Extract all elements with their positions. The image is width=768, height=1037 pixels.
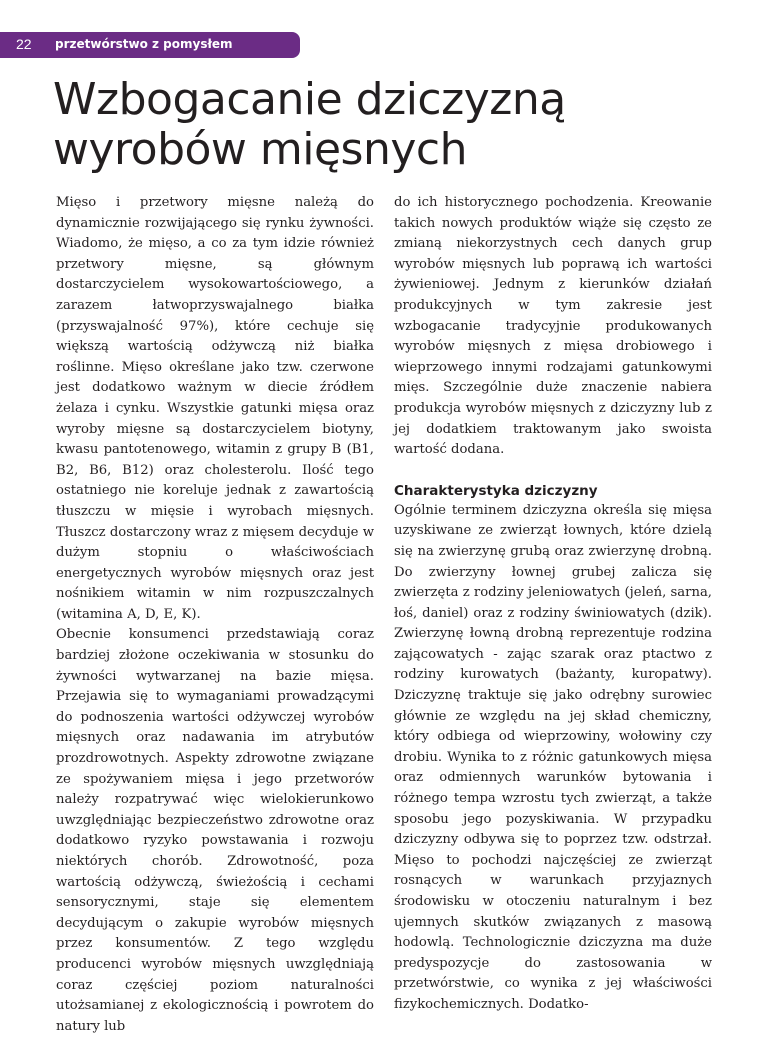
section-label: przetwórstwo z pomysłem — [55, 37, 233, 51]
section-heading: Charakterystyka dziczyzny — [394, 482, 598, 499]
page-number: 22 — [16, 36, 32, 52]
article-title — [53, 75, 753, 175]
title-line-2: wyrobów mięsnych — [53, 124, 467, 175]
column-right — [394, 193, 712, 1016]
paragraph-2-start: Obecnie konsumenci przedstawiają coraz bardziej złożone oczekiwania w stosunku do żywności wytwarzanej na bazie mięsa. Przejawia się to wymaganiami prowadzącymi do podnoszenia wartości odżywczej wyrobów mięsnych oraz nadawania im atrybutów prozdrowotnych. Aspekty zdrowotne związane ze spożywaniem mięsa i jego przetworów należy rozpatrywać więc wielokierunkowo uwzględniając bezpieczeństwo zdrowotne oraz dodatkowo ryzyko powstawania i rozwoju niektórych chorób. Zdrowotność, poza wartością odżywczą, świeżością i cechami sensorycznymi, staje się elementem decydującym o zakupie wyrobów mięsnych przez konsumentów. Z tego względu producenci wyrobów mięsnych uwzględniają coraz częściej poziom naturalności utożsamianej z ekologicznością i powrotem do natury lub — [56, 627, 374, 1034]
title-line-1: Wzbogacanie dziczyzną — [53, 74, 566, 125]
paragraph-3: Ogólnie terminem dziczyzna określa się mięsa uzyskiwane ze zwierząt łownych, które dzielą się na zwierzynę grubą oraz zwierzynę drobną. Do zwierzyny łownej grubej zalicza się zwierzęta z rodziny jeleniowatych (jeleń, sarna, łoś, daniel) oraz z rodziny świniowatych (dzik). Zwierzynę łowną drobną reprezentuje rodzina zającowatych - zając szarak oraz ptactwo z rodziny kurowatych (bażanty, kuropatwy). Dziczyznę traktuje się jako odrębny surowiec głównie ze względu na jej skład chemiczny, który odbiega od wieprzowiny, wołowiny czy drobiu. Wynika to z różnic gatunkowych mięsa oraz odmiennych warunków bytowania i różnego tempa wzrostu tych zwierząt, a także sposobu jego pozyskiwania. W przypadku dziczyzny odbywa się to poprzez tzw. odstrzał. Mięso to pochodzi najczęściej ze zwierząt rosnących w warunkach przyjaznych środowisku w otoczeniu naturalnym i bez ujemnych skutków związanych z masową hodowlą. Technologicznie dziczyzna ma duże predyspozycje do zastosowania w przetwórstwie, co wynika z jej właściwości fizykochemicznych. Dodatko- — [394, 502, 712, 1012]
column-left — [56, 193, 374, 1037]
paragraph-1: Mięso i przetwory mięsne należą do dynamicznie rozwijającego się rynku żywności. Wiadomo, że mięso, a co za tym idzie również przetwory mięsne, są głównym dostarczycielem wysokowartościowego, a zarazem łatwoprzyswajalnego białka (przyswajalność 97%), które cechuje się większą wartością odżywczą niż białka roślinne. Mięso określane jako tzw. czerwone jest dodatkowo ważnym w diecie źródłem żelaza i cynku. Wszystkie gatunki mięsa oraz wyroby mięsne są dostarczycielem biotyny, kwasu pantotenowego, witamin z grupy B (B1, B2, B6, B12) oraz cholesterolu. Ilość tego ostatniego nie koreluje jednak z zawartością tłuszczu w mięsie i wyrobach mięsnych. Tłuszcz dostarczony wraz z mięsem decyduje w dużym stopniu o właściwościach energetycznych wyrobów mięsnych oraz jest nośnikiem witamin w nim rozpuszczalnych (witamina A, D, E, K). — [56, 195, 374, 622]
paragraph-2-end: do ich historycznego pochodzenia. Kreowanie takich nowych produktów wiąże się często ze zmianą niekorzystnych cech danych grup wyrobów mięsnych lub poprawą ich wartości żywieniowej. Jednym z kierunków działań produkcyjnych w tym zakresie jest wzbogacanie tradycyjnie produkowanych wyrobów mięsnych z mięsa drobiowego i wieprzowego innymi rodzajami gatunkowymi mięs. Szczególnie duże znaczenie nabiera produkcja wyrobów mięsnych z dziczyzny lub z jej dodatkiem traktowanym jako swoista wartość dodana. — [394, 195, 712, 458]
